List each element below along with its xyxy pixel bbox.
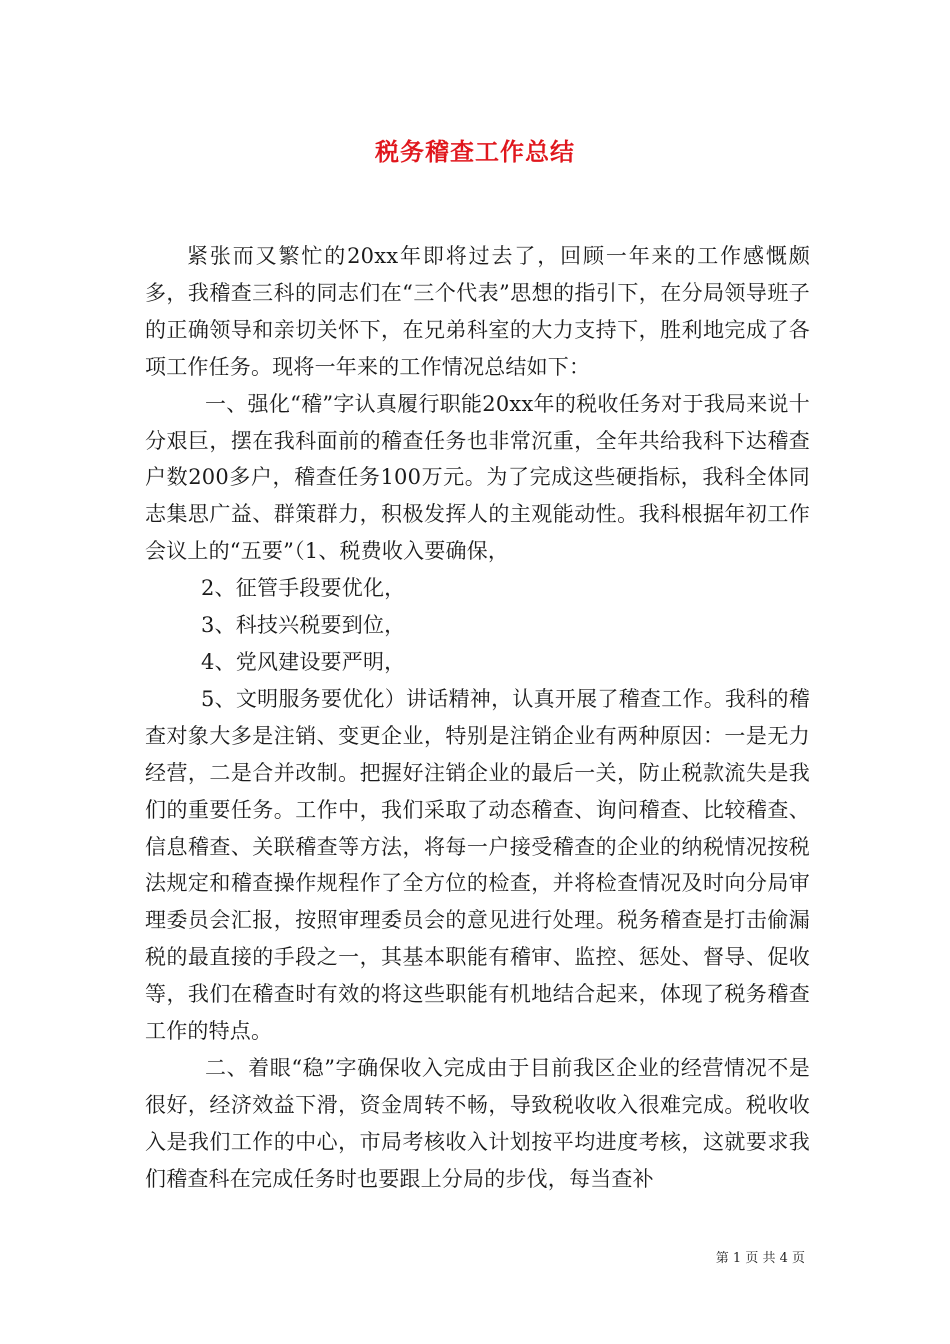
page-number: 第 1 页 共 4 页 — [715, 1251, 805, 1266]
document-body — [145, 238, 810, 1198]
list-item-3: 3、科技兴税要到位， — [201, 613, 406, 638]
section-one-paragraph: 一、强化“稽”字认真履行职能20xx年的税收任务对于我局来说十分艰巨，摆在我科面前的稽查任务也非常沉重，全年共给我科下达稽查户数200多户，稽查任务100万元。为了完成这些硬指标，我科全体同志集思广益、群策群力，积极发挥人的主观能动性。我科根据年初工作会议上的“五要”（1、税费收入要确保， — [145, 391, 810, 564]
document-title: 税务稽查工作总结 — [375, 138, 575, 166]
section-two-paragraph: 二、着眼“稳”字确保收入完成由于目前我区企业的经营情况不是很好，经济效益下滑，资金周转不畅，导致税收收入很难完成。税收收入是我们工作的中心，市局考核收入计划按平均进度考核，这就要求我们稽查科在完成任务时也要跟上分局的步伐，每当查补 — [145, 1055, 810, 1191]
intro-paragraph: 紧张而又繁忙的20xx年即将过去了，回顾一年来的工作感慨颇多，我稽查三科的同志们在“三个代表”思想的指引下，在分局领导班子的正确领导和亲切关怀下，在兄弟科室的大力支持下，胜利地完成了各项工作任务。现将一年来的工作情况总结如下： — [145, 244, 810, 379]
list-item-2: 2、征管手段要优化， — [201, 576, 406, 601]
list-item-4: 4、党风建设要严明， — [201, 649, 406, 674]
list-item-5-paragraph: 5、文明服务要优化）讲话精神，认真开展了稽查工作。我科的稽查对象大多是注销、变更企业，特别是注销企业有两种原因：一是无力经营，二是合并改制。把握好注销企业的最后一关，防止税款流失是我们的重要任务。工作中，我们采取了动态稽查、询问稽查、比较稽查、信息稽查、关联稽查等方法，将每一户接受稽查的企业的纳税情况按税法规定和稽查操作规程作了全方位的检查，并将检查情况及时向分局审理委员会汇报，按照审理委员会的意见进行处理。税务稽查是打击偷漏税的最直接的手段之一，其基本职能有稽审、监控、惩处、督导、促收等，我们在稽查时有效的将这些职能有机地结合起来，体现了税务稽查工作的特点。 — [145, 686, 810, 1044]
